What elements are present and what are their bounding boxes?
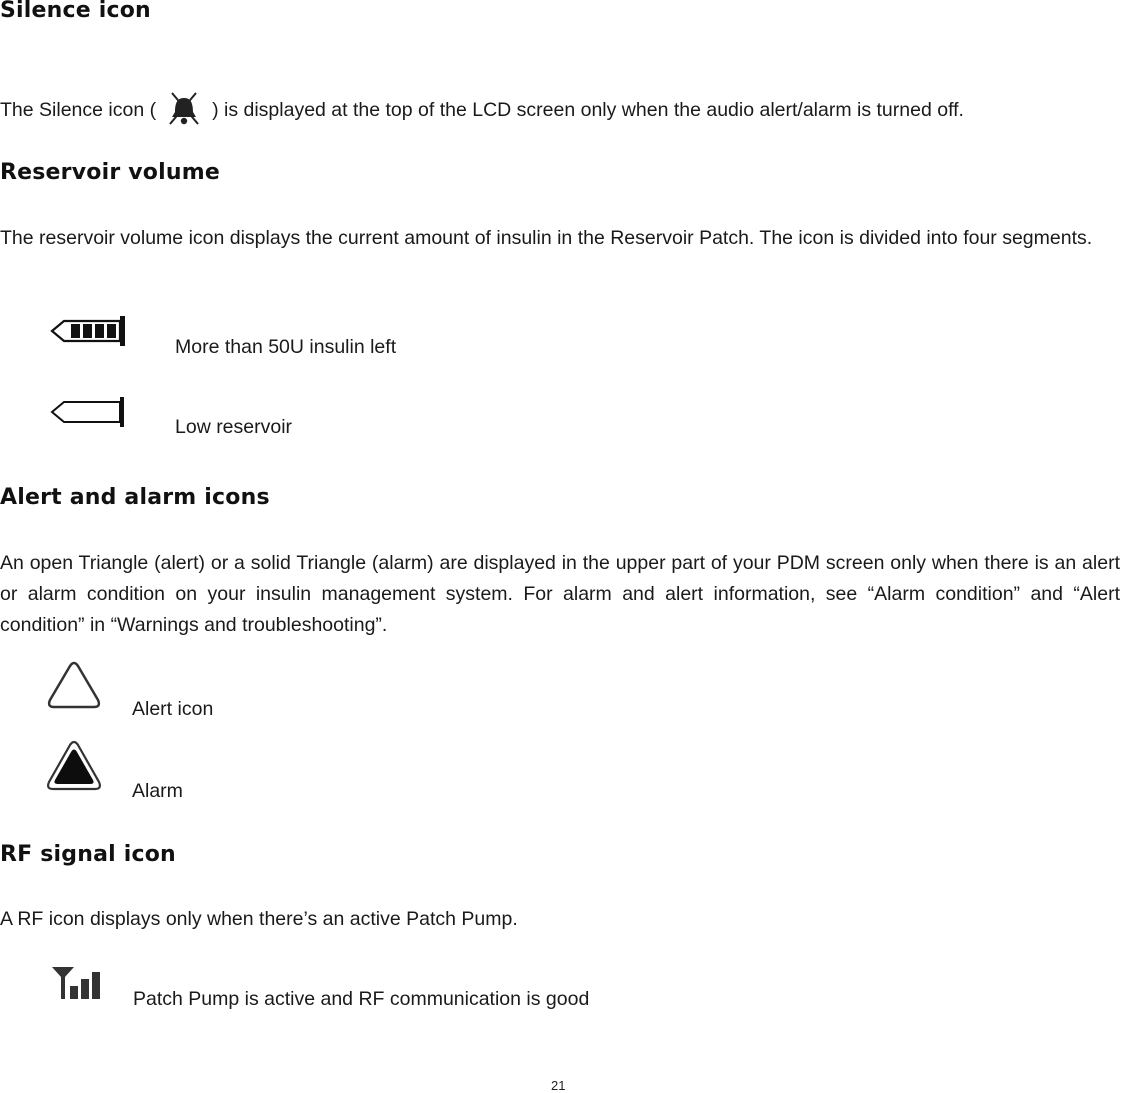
page-number: 21: [551, 1078, 566, 1093]
reservoir-paragraph: The reservoir volume icon displays the current amount of insulin in the Reservoir Patch. The icon is divided into four segments.: [0, 227, 1093, 249]
silence-paragraph: [0, 90, 1120, 130]
reservoir-low-icon: [48, 392, 128, 437]
heading-alert-alarm-icons: Alert and alarm icons: [0, 485, 270, 510]
silence-text-after: ) is displayed at the top of the LCD screen only when the audio alert/alarm is turned off.: [212, 99, 964, 121]
silence-bell-icon: [158, 90, 210, 130]
reservoir-low-label: Low reservoir: [175, 416, 293, 438]
rf-paragraph: A RF icon displays only when there’s an active Patch Pump.: [0, 908, 518, 930]
heading-silence-icon: Silence icon: [0, 0, 151, 23]
alert-icon-label: Alert icon: [132, 698, 214, 720]
alarm-label: Alarm: [132, 780, 183, 802]
reservoir-full-icon: [48, 310, 128, 357]
rf-signal-label: Patch Pump is active and RF communication is good: [133, 988, 590, 1010]
alert-triangle-icon: [44, 660, 104, 717]
heading-reservoir-volume: Reservoir volume: [0, 160, 220, 185]
rf-signal-icon: [50, 962, 106, 1007]
alarm-triangle-icon: [44, 740, 104, 799]
alerts-paragraph: An open Triangle (alert) or a solid Triangle (alarm) are displayed in the upper part of your PDM screen only when there is an alert or alarm condition on your insulin management system. For alarm and alert information, see “Alarm condition” and “Alert condition” in “Warnings and troubleshooting”.: [0, 552, 1120, 636]
silence-text-before: The Silence icon (: [0, 99, 157, 121]
reservoir-full-label: More than 50U insulin left: [175, 336, 397, 358]
heading-rf-signal-icon: RF signal icon: [0, 842, 176, 867]
